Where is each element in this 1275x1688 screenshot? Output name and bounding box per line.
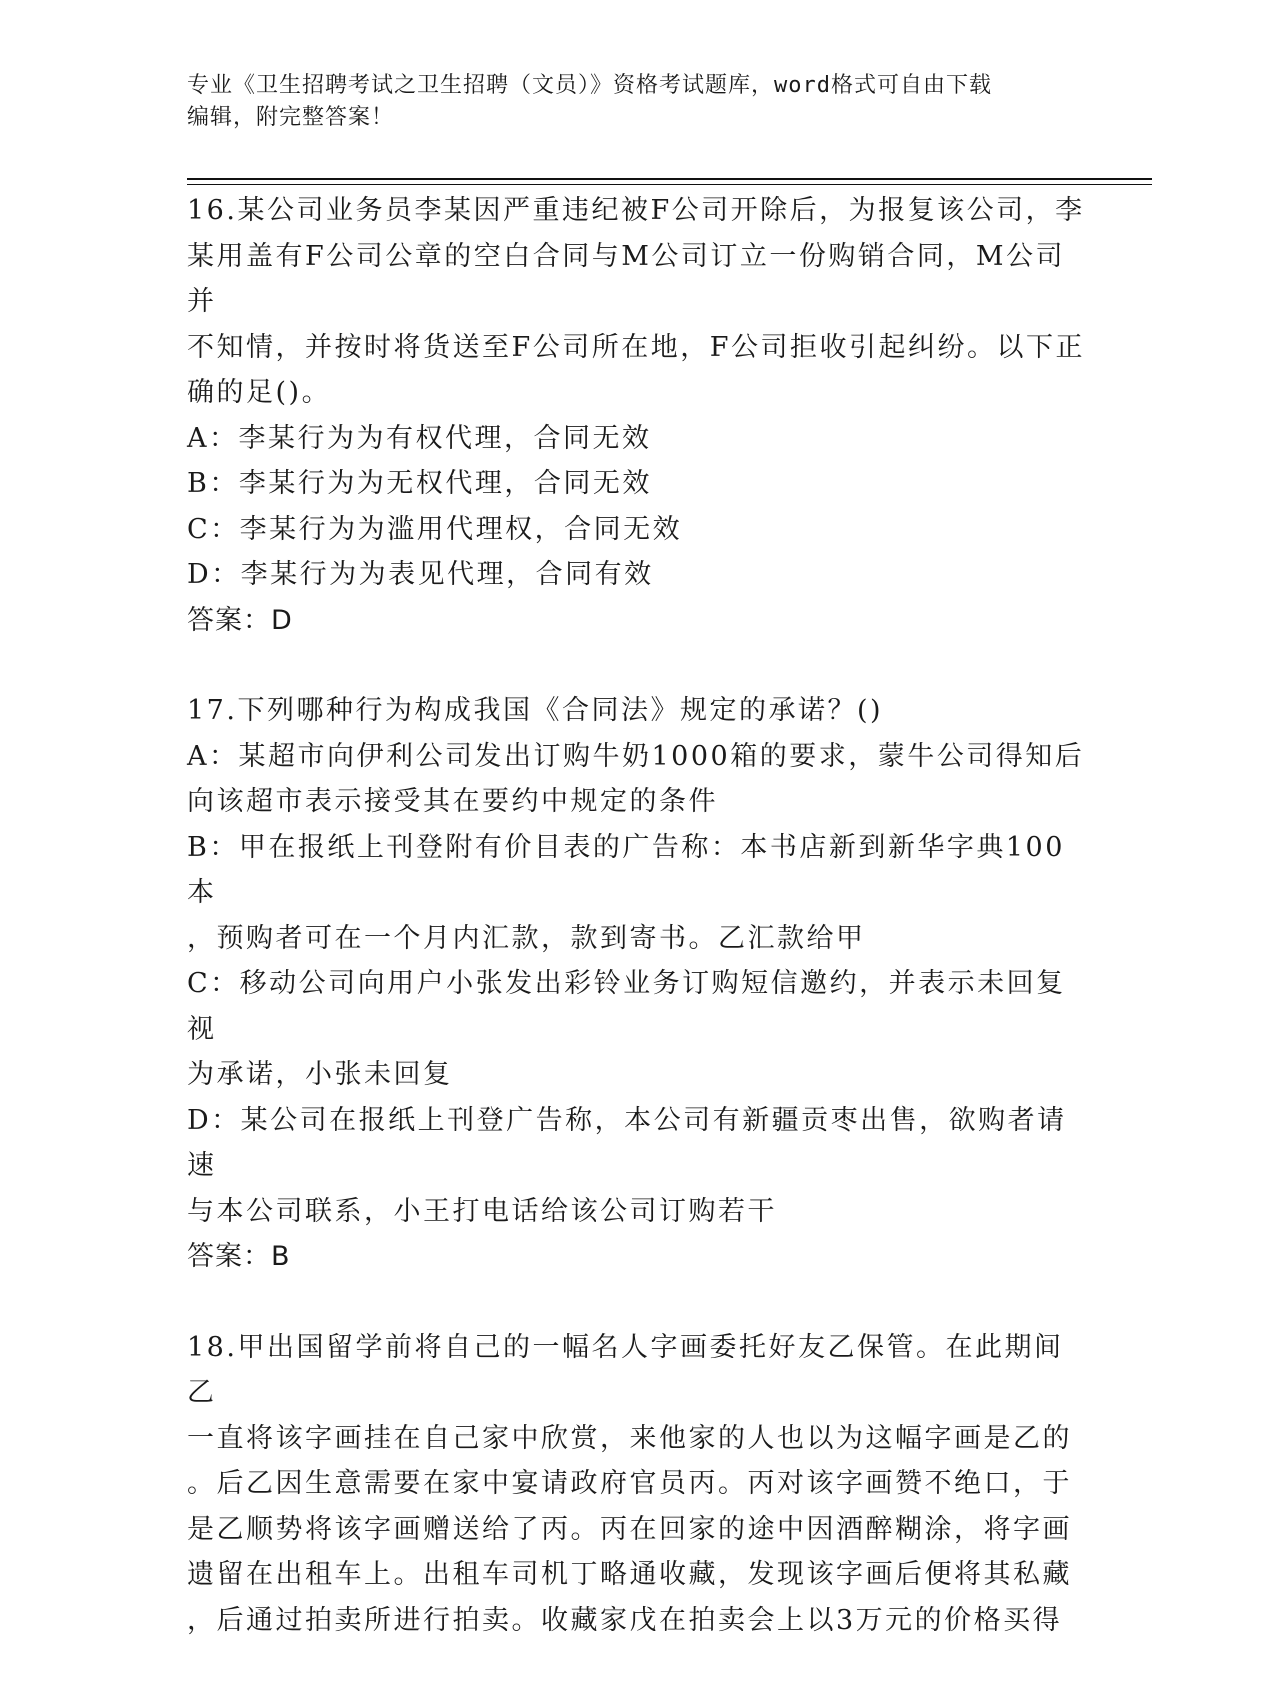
header-divider [187, 178, 1152, 180]
option-a: A：某超市向伊利公司发出订购牛奶1000箱的要求，蒙牛公司得知后 [187, 740, 1085, 772]
question-text-line: 不知情，并按时将货送至F公司所在地，F公司拒收引起纠纷。以下正 [187, 331, 1085, 363]
question-text-line: ，后通过拍卖所进行拍卖。收藏家戊在拍卖会上以3万元的价格买得 [187, 1604, 1063, 1636]
option-a-continued: 向该超市表示接受其在要约中规定的条件 [187, 786, 718, 817]
option-a: A：李某行为为有权代理，合同无效 [187, 422, 652, 454]
question-text-line: 遗留在出租车上。出租车司机丁略通收藏，发现该字画后便将其私藏 [187, 1559, 1072, 1590]
question-text-line: 。后乙因生意需要在家中宴请政府官员丙。丙对该字画赞不绝口，于 [187, 1468, 1072, 1499]
question-17 [187, 688, 1087, 1280]
option-d: D：李某行为为表见代理，合同有效 [187, 559, 654, 590]
question-text-line: 是乙顺势将该字画赠送给了丙。丙在回家的途中因酒醉糊涂，将字画 [187, 1513, 1072, 1545]
question-text-line: 16.某公司业务员李某因严重违纪被F公司开除后，为报复该公司，李 [187, 195, 1085, 226]
document-header [187, 70, 1067, 134]
answer-line: 答案：B [187, 1241, 291, 1272]
option-c: C：移动公司向用户小张发出彩铃业务订购短信邀约，并表示未回复视 [187, 968, 1066, 1045]
answer-line: 答案：D [187, 604, 293, 636]
option-b: B：李某行为为无权代理，合同无效 [187, 468, 652, 499]
question-text-line: 17.下列哪种行为构成我国《合同法》规定的承诺？() [187, 695, 884, 726]
question-16 [187, 188, 1087, 643]
option-d: D：某公司在报纸上刊登广告称，本公司有新疆贡枣出售，欲购者请速 [187, 1104, 1067, 1181]
option-c-continued: 为承诺，小张未回复 [187, 1059, 453, 1090]
question-text-line: 确的足()。 [187, 377, 332, 408]
question-18 [187, 1325, 1087, 1644]
option-d-continued: 与本公司联系，小王打电话给该公司订购若干 [187, 1195, 777, 1227]
option-c: C：李某行为为滥用代理权，合同无效 [187, 513, 683, 545]
question-text-line: 某用盖有F公司公章的空白合同与M公司订立一份购销合同，M公司并 [187, 240, 1066, 317]
header-line-2: 编辑，附完整答案！ [187, 105, 395, 130]
header-line-1: 专业《卫生招聘考试之卫生招聘（文员）》资格考试题库，word格式可自由下载 [187, 73, 992, 98]
question-text-line: 一直将该字画挂在自己家中欣赏，来他家的人也以为这幅字画是乙的 [187, 1422, 1072, 1454]
question-text-line: 18.甲出国留学前将自己的一幅名人字画委托好友乙保管。在此期间乙 [187, 1331, 1064, 1408]
header-divider-thin [187, 184, 1152, 185]
question-list [187, 188, 1087, 1688]
option-b: B：甲在报纸上刊登附有价目表的广告称：本书店新到新华字典100本 [187, 831, 1065, 908]
option-b-continued: ，预购者可在一个月内汇款，款到寄书。乙汇款给甲 [187, 922, 866, 954]
